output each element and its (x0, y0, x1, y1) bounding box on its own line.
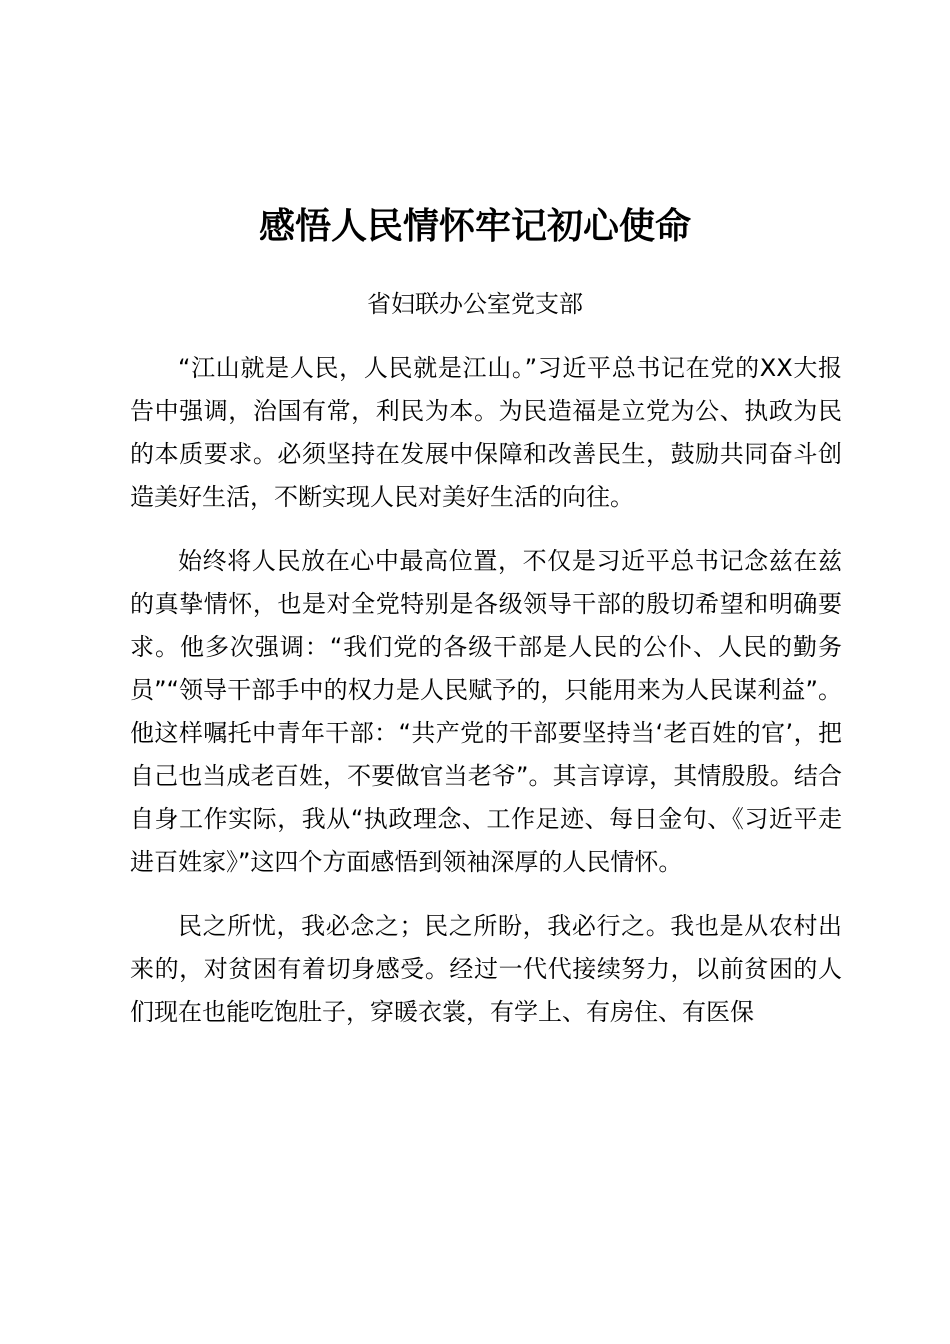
document-body (130, 347, 842, 1055)
paragraph-3: 民之所忧，我必念之；民之所盼，我必行之。我也是从农村出来的，对贫困有着切身感受。经过一代代接续努力，以前贫困的人们现在也能吃饱肚子，穿暖衣裳，有学上、有房住、有医保 (130, 912, 842, 1026)
document-title: 感悟人民情怀牢记初心使命 (258, 205, 691, 247)
document-author: 省妇联办公室党支部 (367, 290, 583, 318)
paragraph-1: “江山就是人民，人民就是江山。”习近平总书记在党的XX大报告中强调，治国有常，利民为本。为民造福是立党为公、执政为民的本质要求。必须坚持在发展中保障和改善民生，鼓励共同奋斗创造美好生活，不断实现人民对美好生活的向往。 (130, 354, 842, 511)
paragraph-2: 始终将人民放在心中最高位置，不仅是习近平总书记念兹在兹的真挚情怀，也是对全党特别是各级领导干部的殷切希望和明确要求。他多次强调：“我们党的各级干部是人民的公仆、人民的勤务员”“领导干部手中的权力是人民赋予的，只能用来为人民谋利益”。他这样嘱托中青年干部：“共产党的干部要坚持当‘老百姓的官’，把自己也当成老百姓，不要做官当老爷”。其言谆谆，其情殷殷。结合自身工作实际，我从“执政理念、工作足迹、每日金句、《习近平走进百姓家》”这四个方面感悟到领袖深厚的人民情怀。 (130, 547, 842, 876)
